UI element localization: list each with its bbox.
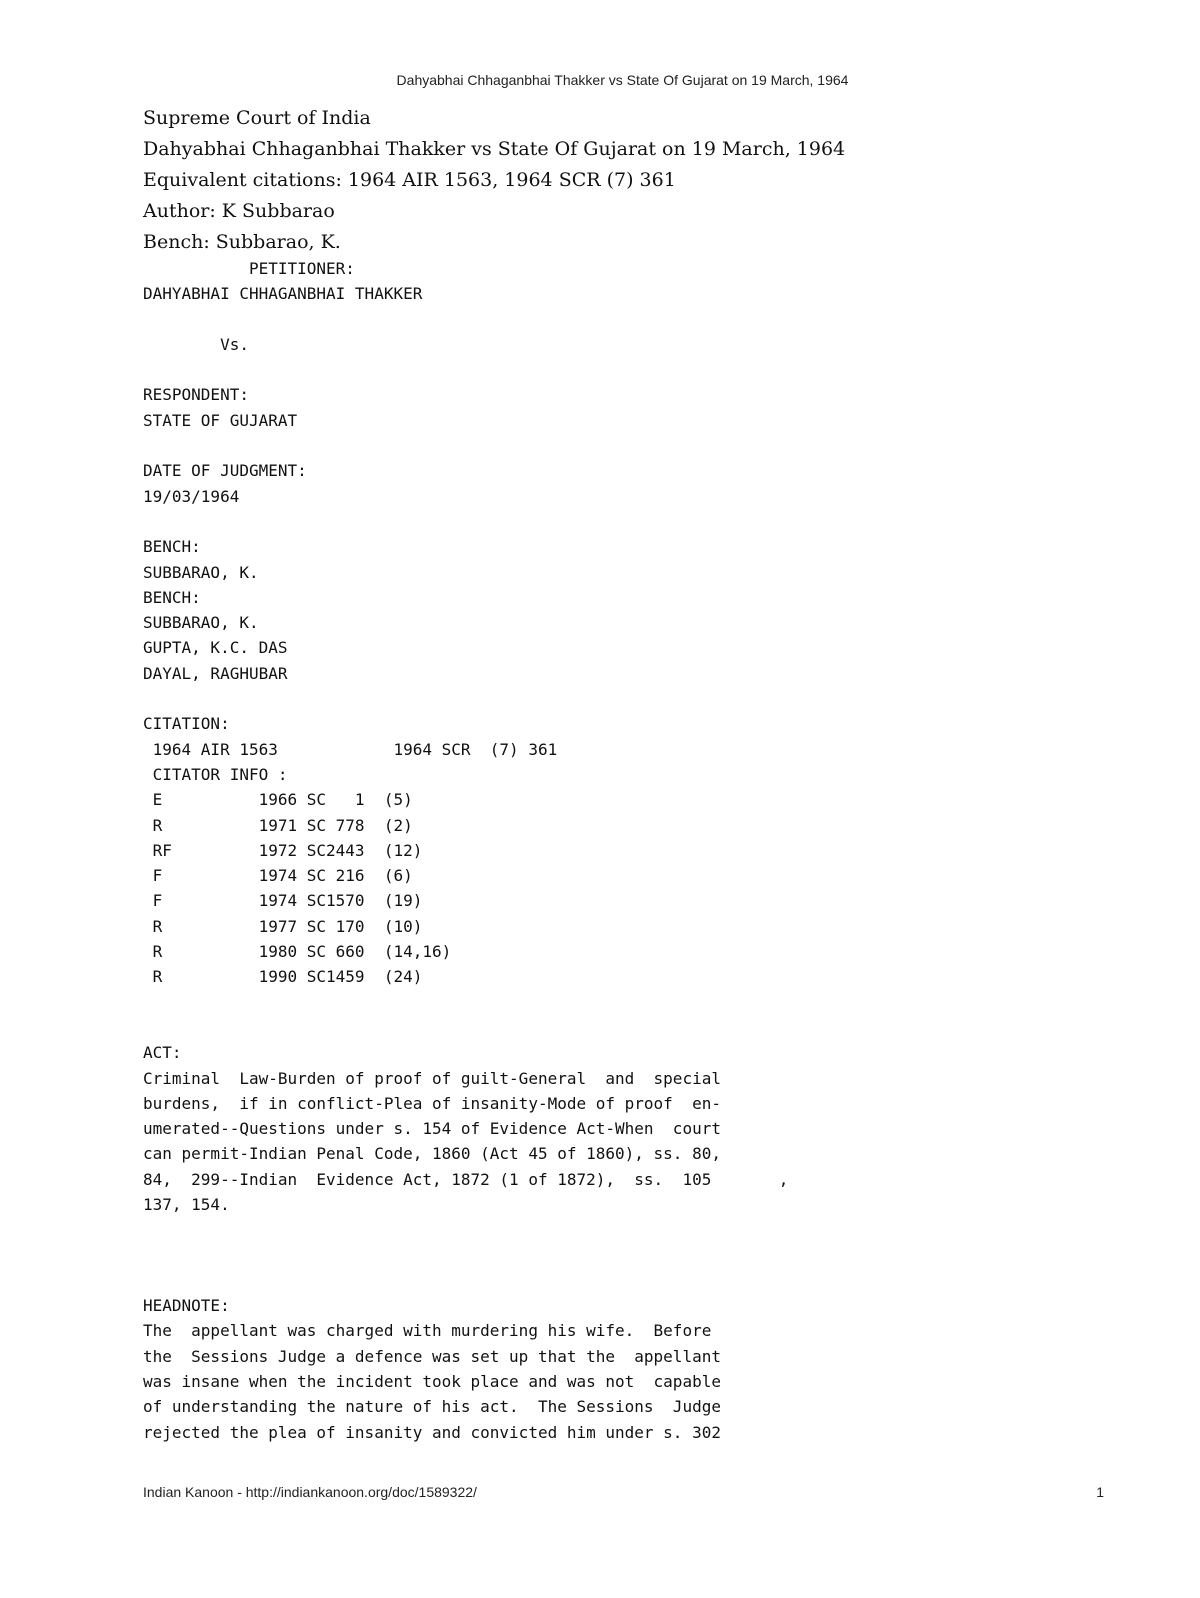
body-line: CITATION: bbox=[143, 714, 230, 734]
body-line: the Sessions Judge a defence was set up that the appellant bbox=[143, 1346, 721, 1366]
body-line: The appellant was charged with murdering his wife. Before bbox=[143, 1321, 712, 1341]
body-line: rejected the plea of insanity and convicted him under s. 302 bbox=[143, 1422, 721, 1442]
body-line: F 1974 SC 216 (6) bbox=[143, 866, 413, 886]
body-line bbox=[143, 1217, 788, 1242]
court-name: Supreme Court of India bbox=[143, 107, 371, 129]
body-line: HEADNOTE: bbox=[143, 1296, 230, 1316]
body-line: GUPTA, K.C. DAS bbox=[143, 638, 288, 658]
body-line: PETITIONER: bbox=[143, 259, 355, 278]
body-line bbox=[143, 357, 788, 382]
judgment-body bbox=[143, 256, 788, 1445]
body-line: BENCH: bbox=[143, 537, 201, 557]
document-meta bbox=[143, 103, 845, 258]
body-line bbox=[143, 686, 788, 711]
author: Author: K Subbarao bbox=[143, 200, 335, 222]
body-line bbox=[143, 509, 788, 534]
body-line: burdens, if in conflict-Plea of insanity-Mode of proof en- bbox=[143, 1093, 721, 1113]
body-line: R 1971 SC 778 (2) bbox=[143, 815, 413, 835]
body-line: SUBBARAO, K. bbox=[143, 562, 259, 582]
body-line: RF 1972 SC2443 (12) bbox=[143, 840, 423, 860]
body-line bbox=[143, 1268, 788, 1293]
page-number: 1 bbox=[1096, 1484, 1104, 1500]
body-line bbox=[143, 990, 788, 1015]
body-line: DAHYABHAI CHHAGANBHAI THAKKER bbox=[143, 284, 423, 304]
body-line: can permit-Indian Penal Code, 1860 (Act 45 of 1860), ss. 80, bbox=[143, 1144, 721, 1164]
body-line bbox=[143, 307, 788, 332]
footer-source-link[interactable]: Indian Kanoon - http://indiankanoon.org/doc/1589322/ bbox=[143, 1484, 477, 1500]
body-line: STATE OF GUJARAT bbox=[143, 410, 298, 430]
body-line: F 1974 SC1570 (19) bbox=[143, 891, 423, 911]
body-line: ACT: bbox=[143, 1043, 182, 1063]
body-line: BENCH: bbox=[143, 587, 201, 607]
body-line: 1964 AIR 1563 1964 SCR (7) 361 bbox=[143, 739, 558, 759]
body-line: DAYAL, RAGHUBAR bbox=[143, 663, 288, 683]
body-line: 19/03/1964 bbox=[143, 486, 240, 506]
body-line: 137, 154. bbox=[143, 1194, 230, 1214]
body-line: R 1980 SC 660 (14,16) bbox=[143, 942, 452, 962]
equivalent-citations: Equivalent citations: 1964 AIR 1563, 1964 SCR (7) 361 bbox=[143, 169, 676, 191]
running-header: Dahyabhai Chhaganbhai Thakker vs State Of Gujarat on 19 March, 1964 bbox=[396, 72, 849, 88]
body-line: Criminal Law-Burden of proof of guilt-General and special bbox=[143, 1068, 721, 1088]
body-line: umerated--Questions under s. 154 of Evidence Act-When court bbox=[143, 1119, 721, 1139]
body-line: was insane when the incident took place and was not capable bbox=[143, 1372, 721, 1392]
body-line: R 1990 SC1459 (24) bbox=[143, 967, 423, 987]
body-line: E 1966 SC 1 (5) bbox=[143, 790, 413, 810]
bench: Bench: Subbarao, K. bbox=[143, 231, 341, 253]
body-line: CITATOR INFO : bbox=[143, 764, 288, 784]
case-title: Dahyabhai Chhaganbhai Thakker vs State Of Gujarat on 19 March, 1964 bbox=[143, 138, 846, 160]
body-line: Vs. bbox=[143, 334, 249, 354]
body-line bbox=[143, 1243, 788, 1268]
body-line bbox=[143, 433, 788, 458]
body-line: RESPONDENT: bbox=[143, 385, 249, 405]
body-line bbox=[143, 1015, 788, 1040]
body-line: R 1977 SC 170 (10) bbox=[143, 916, 423, 936]
body-line: of understanding the nature of his act. The Sessions Judge bbox=[143, 1397, 721, 1417]
body-line: 84, 299--Indian Evidence Act, 1872 (1 of 1872), ss. 105 , bbox=[143, 1169, 789, 1189]
body-line: DATE OF JUDGMENT: bbox=[143, 461, 307, 481]
body-line: SUBBARAO, K. bbox=[143, 613, 259, 633]
